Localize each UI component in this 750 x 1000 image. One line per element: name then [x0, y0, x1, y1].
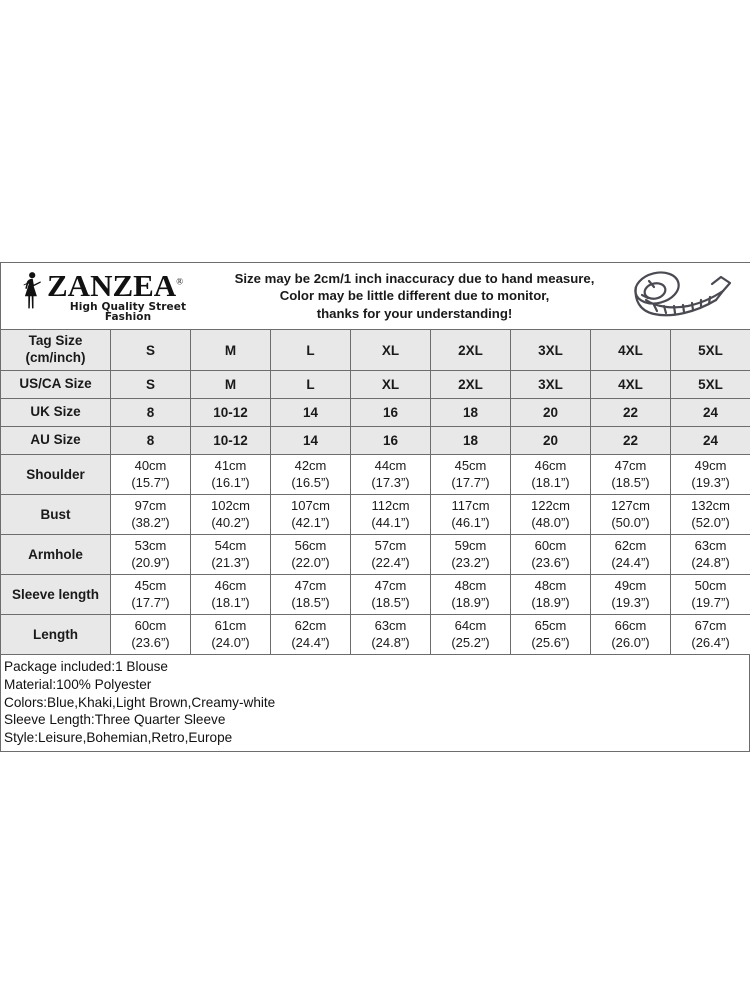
cell-sleeve-m: [191, 575, 271, 615]
cell-value-inch: (17.3”): [371, 474, 410, 490]
cell-value-cm: 122cm: [530, 497, 571, 513]
cell-length-m: [191, 615, 271, 655]
row-label-tag-size: [1, 330, 111, 371]
cell-tag-size-3xl: 3XL: [511, 330, 591, 371]
cell-value-cm: 62cm: [614, 537, 647, 553]
cell-value-cm: 47cm: [374, 577, 407, 593]
cell-value-cm: 60cm: [534, 537, 567, 553]
cell-shoulder-5xl: [671, 455, 750, 495]
cell-value-inch: (26.4”): [691, 634, 730, 650]
chart-header-row: [1, 263, 750, 330]
detail-style: Style:Leisure,Bohemian,Retro,Europe: [4, 730, 233, 746]
cell-value-inch: (24.4”): [611, 554, 650, 570]
cell-value-inch: (23.2”): [451, 554, 490, 570]
cell-au-1: 8: [111, 427, 191, 455]
cell-bust-l: [271, 495, 351, 535]
disclaimer-text: [209, 270, 620, 322]
table-row-sleeve-length: [1, 575, 750, 615]
cell-value-inch: (42.1”): [291, 514, 330, 530]
cell-value-inch: (18.1”): [211, 594, 250, 610]
cell-shoulder-xl: [351, 455, 431, 495]
cell-value-cm: 48cm: [454, 577, 487, 593]
cell-length-3xl: [511, 615, 591, 655]
cell-au-2: 10-12: [191, 427, 271, 455]
size-chart-container: [0, 262, 750, 752]
cell-value-cm: 45cm: [454, 457, 487, 473]
cell-armhole-2xl: [431, 535, 511, 575]
cell-value-cm: 127cm: [610, 497, 651, 513]
cell-value-cm: 65cm: [534, 617, 567, 633]
cell-value-cm: 102cm: [210, 497, 251, 513]
cell-bust-5xl: [671, 495, 750, 535]
table-row-au-size: [1, 427, 750, 455]
cell-value-cm: 50cm: [694, 577, 727, 593]
cell-value-inch: (19.3”): [691, 474, 730, 490]
table-row-uk-size: [1, 399, 750, 427]
cell-us-ca-1: S: [111, 371, 191, 399]
cell-length-5xl: [671, 615, 750, 655]
cell-value-inch: (18.1”): [531, 474, 570, 490]
cell-value-cm: 53cm: [134, 537, 167, 553]
cell-length-s: [111, 615, 191, 655]
cell-value-cm: 107cm: [290, 497, 331, 513]
cell-value-cm: 45cm: [134, 577, 167, 593]
cell-value-inch: (25.6”): [531, 634, 570, 650]
row-label-armhole: Armhole: [1, 535, 111, 575]
cell-au-8: 24: [671, 427, 750, 455]
cell-value-inch: (52.0”): [691, 514, 730, 530]
cell-value-cm: 48cm: [534, 577, 567, 593]
cell-value-inch: (18.5”): [611, 474, 650, 490]
cell-value-cm: 47cm: [294, 577, 327, 593]
cell-value-inch: (18.9”): [451, 594, 490, 610]
cell-bust-s: [111, 495, 191, 535]
cell-armhole-4xl: [591, 535, 671, 575]
row-label-us-ca-size: US/CA Size: [1, 371, 111, 399]
brand-name-text: ZANZEA: [47, 267, 177, 303]
cell-value-inch: (23.6”): [131, 634, 170, 650]
cell-value-inch: (50.0”): [611, 514, 650, 530]
cell-uk-7: 22: [591, 399, 671, 427]
cell-value-inch: (21.3”): [211, 554, 250, 570]
brand-tagline: High Quality Street Fashion: [69, 300, 187, 323]
cell-uk-1: 8: [111, 399, 191, 427]
cell-sleeve-xl: [351, 575, 431, 615]
detail-material: Material:100% Polyester: [4, 676, 152, 692]
cell-shoulder-3xl: [511, 455, 591, 495]
cell-value-cm: 132cm: [690, 497, 731, 513]
detail-colors: Colors:Blue,Khaki,Light Brown,Creamy-white: [4, 694, 276, 710]
cell-sleeve-5xl: [671, 575, 750, 615]
cell-uk-2: 10-12: [191, 399, 271, 427]
cell-value-inch: (18.5”): [371, 594, 410, 610]
cell-us-ca-8: 5XL: [671, 371, 750, 399]
brand-logo: [19, 267, 209, 323]
cell-shoulder-4xl: [591, 455, 671, 495]
cell-value-inch: (48.0”): [531, 514, 570, 530]
cell-value-inch: (18.9”): [531, 594, 570, 610]
woman-silhouette-icon: [19, 270, 45, 321]
cell-armhole-5xl: [671, 535, 750, 575]
cell-tag-size-l: L: [271, 330, 351, 371]
cell-value-cm: 97cm: [134, 497, 167, 513]
cell-value-cm: 60cm: [134, 617, 167, 633]
cell-value-inch: (24.4”): [291, 634, 330, 650]
cell-value-inch: (16.1”): [211, 474, 250, 490]
size-chart-table: [0, 262, 750, 655]
cell-armhole-3xl: [511, 535, 591, 575]
cell-bust-2xl: [431, 495, 511, 535]
cell-tag-size-xl: XL: [351, 330, 431, 371]
cell-value-cm: 66cm: [614, 617, 647, 633]
cell-value-inch: (15.7”): [131, 474, 170, 490]
table-row-shoulder: [1, 455, 750, 495]
cell-shoulder-s: [111, 455, 191, 495]
cell-length-l: [271, 615, 351, 655]
disclaimer-line-3: thanks for your understanding!: [316, 305, 513, 321]
cell-value-cm: 63cm: [374, 617, 407, 633]
cell-armhole-m: [191, 535, 271, 575]
cell-value-cm: 117cm: [451, 497, 490, 513]
cell-value-inch: (40.2”): [211, 514, 250, 530]
cell-value-inch: (22.4”): [371, 554, 410, 570]
cell-armhole-l: [271, 535, 351, 575]
cell-value-inch: (19.3”): [611, 594, 650, 610]
cell-value-cm: 64cm: [454, 617, 487, 633]
row-label-tag-size-sub: (cm/inch): [25, 350, 86, 365]
cell-uk-8: 24: [671, 399, 750, 427]
cell-value-inch: (25.2”): [451, 634, 490, 650]
cell-value-cm: 41cm: [214, 457, 247, 473]
cell-value-inch: (16.5”): [291, 474, 330, 490]
cell-sleeve-l: [271, 575, 351, 615]
cell-tag-size-5xl: 5XL: [671, 330, 750, 371]
cell-value-cm: 46cm: [534, 457, 567, 473]
cell-tag-size-m: M: [191, 330, 271, 371]
row-label-shoulder: Shoulder: [1, 455, 111, 495]
cell-shoulder-2xl: [431, 455, 511, 495]
detail-sleeve-length: Sleeve Length:Three Quarter Sleeve: [4, 712, 226, 728]
brand-disclaimer-cell: [1, 263, 750, 330]
row-label-length: Length: [1, 615, 111, 655]
cell-bust-3xl: [511, 495, 591, 535]
cell-sleeve-3xl: [511, 575, 591, 615]
row-label-au-size: AU Size: [1, 427, 111, 455]
disclaimer-line-1: Size may be 2cm/1 inch inaccuracy due to hand measure,: [234, 270, 595, 286]
cell-tag-size-4xl: 4XL: [591, 330, 671, 371]
cell-value-cm: 62cm: [294, 617, 327, 633]
cell-value-cm: 67cm: [694, 617, 727, 633]
row-label-tag-size-main: Tag Size: [28, 333, 83, 349]
cell-uk-6: 20: [511, 399, 591, 427]
cell-value-inch: (24.0”): [211, 634, 250, 650]
cell-shoulder-l: [271, 455, 351, 495]
cell-value-inch: (24.8”): [371, 634, 410, 650]
cell-uk-5: 18: [431, 399, 511, 427]
cell-uk-3: 14: [271, 399, 351, 427]
cell-tag-size-2xl: 2XL: [431, 330, 511, 371]
cell-value-inch: (23.6”): [531, 554, 570, 570]
cell-shoulder-m: [191, 455, 271, 495]
cell-value-inch: (18.5”): [291, 594, 330, 610]
cell-value-cm: 54cm: [214, 537, 247, 553]
table-row-bust: [1, 495, 750, 535]
cell-value-cm: 40cm: [134, 457, 167, 473]
cell-value-inch: (19.7”): [691, 594, 730, 610]
row-label-uk-size: UK Size: [1, 399, 111, 427]
cell-bust-4xl: [591, 495, 671, 535]
cell-value-inch: (24.8”): [691, 554, 730, 570]
cell-value-cm: 46cm: [214, 577, 247, 593]
cell-armhole-xl: [351, 535, 431, 575]
cell-value-inch: (17.7”): [451, 474, 490, 490]
cell-length-2xl: [431, 615, 511, 655]
cell-value-inch: (17.7”): [131, 594, 170, 610]
cell-sleeve-s: [111, 575, 191, 615]
cell-bust-m: [191, 495, 271, 535]
table-row-us-ca-size: [1, 371, 750, 399]
cell-sleeve-4xl: [591, 575, 671, 615]
cell-value-inch: (46.1”): [451, 514, 490, 530]
cell-value-cm: 61cm: [214, 617, 247, 633]
cell-value-inch: (22.0”): [291, 554, 330, 570]
cell-value-cm: 57cm: [374, 537, 407, 553]
row-label-sleeve-length: Sleeve length: [1, 575, 111, 615]
cell-us-ca-6: 3XL: [511, 371, 591, 399]
cell-value-inch: (26.0”): [611, 634, 650, 650]
cell-us-ca-4: XL: [351, 371, 431, 399]
cell-length-xl: [351, 615, 431, 655]
cell-value-cm: 112cm: [371, 497, 410, 513]
table-row-armhole: [1, 535, 750, 575]
registered-mark-icon: ®: [176, 276, 184, 287]
cell-us-ca-5: 2XL: [431, 371, 511, 399]
cell-value-cm: 56cm: [294, 537, 327, 553]
measuring-tape-icon: [620, 267, 740, 325]
detail-package-included: Package included:1 Blouse: [4, 659, 168, 674]
cell-us-ca-3: L: [271, 371, 351, 399]
cell-us-ca-7: 4XL: [591, 371, 671, 399]
cell-value-inch: (44.1”): [371, 514, 410, 530]
cell-au-5: 18: [431, 427, 511, 455]
cell-value-cm: 49cm: [614, 577, 647, 593]
cell-au-3: 14: [271, 427, 351, 455]
cell-armhole-s: [111, 535, 191, 575]
row-label-bust: Bust: [1, 495, 111, 535]
cell-bust-xl: [351, 495, 431, 535]
cell-us-ca-2: M: [191, 371, 271, 399]
cell-value-cm: 59cm: [454, 537, 487, 553]
cell-au-4: 16: [351, 427, 431, 455]
cell-au-6: 20: [511, 427, 591, 455]
cell-value-inch: (20.9”): [131, 554, 170, 570]
cell-value-inch: (38.2”): [131, 514, 170, 530]
table-row-length: [1, 615, 750, 655]
cell-sleeve-2xl: [431, 575, 511, 615]
cell-uk-4: 16: [351, 399, 431, 427]
product-details: [0, 655, 750, 752]
brand-name: [47, 267, 184, 303]
cell-value-cm: 44cm: [374, 457, 407, 473]
cell-tag-size-s: S: [111, 330, 191, 371]
cell-au-7: 22: [591, 427, 671, 455]
disclaimer-line-2: Color may be little different due to monitor,: [279, 288, 550, 304]
cell-value-cm: 42cm: [294, 457, 327, 473]
cell-value-cm: 63cm: [694, 537, 727, 553]
cell-value-cm: 47cm: [614, 457, 647, 473]
table-row-tag-size: [1, 330, 750, 371]
cell-value-cm: 49cm: [694, 457, 727, 473]
cell-length-4xl: [591, 615, 671, 655]
